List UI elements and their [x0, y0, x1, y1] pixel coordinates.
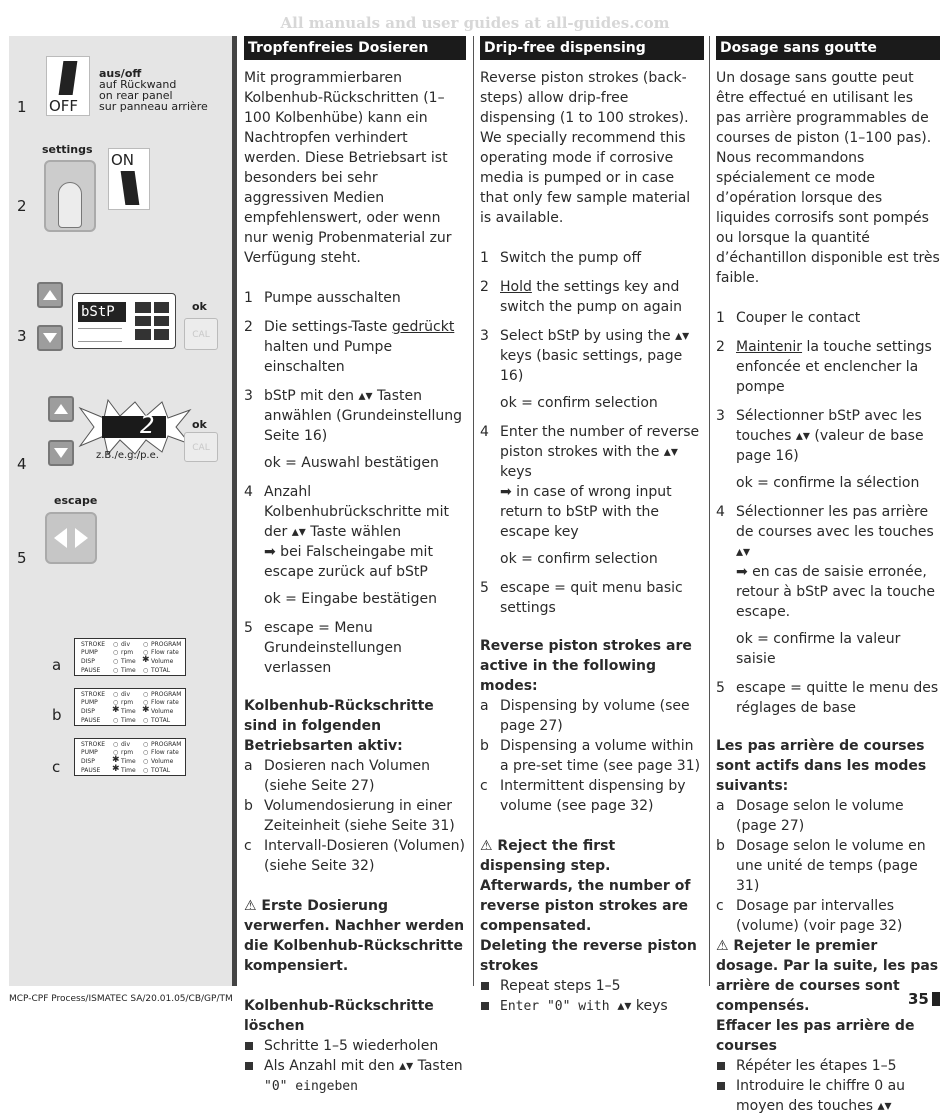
warning-text: ⚠ Reject the first dispensing step. Afterwards, the number of reverse piston strokes are compensated.	[480, 838, 691, 934]
english-column	[480, 36, 704, 1017]
ok-note: ok = confirm selection	[500, 551, 658, 567]
down-arrow-key-icon	[37, 325, 63, 351]
pump-panel-icon	[72, 293, 176, 349]
steps-list	[716, 308, 940, 466]
list-item: a Dosieren nach Volumen (siehe Seite 27)	[244, 758, 430, 794]
modes-heading: Les pas arrière de courses sont actifs dans les modes suivants:	[716, 738, 927, 794]
intro-text: Un dosage sans goutte peut être effectué en utilisant les pas arrière programmables de courses de piston (1–100 pas). Nous recommandons spécialement ce mode d’opération lorsque des liquides corrosifs sont pompés ou lorsque la quantité d’échantillon disponible est très faible.	[716, 70, 940, 286]
mode-letter-a: a	[52, 656, 62, 674]
list-item: 4 Sélectionner les pas arrière de courses avec les touches ▴▾ ➡ en cas de saisie erronée, retour à bStP avec la touche escape.	[716, 504, 936, 620]
lcd-display: bStP	[78, 302, 126, 322]
escape-caption: escape	[54, 494, 98, 507]
steps-list	[244, 288, 466, 446]
modes-list	[244, 756, 466, 876]
list-item: b Dosage selon le volume en une unité de temps (page 31)	[716, 838, 926, 894]
switch-caption: aus/off auf Rückwand on rear panel sur panneau arrière	[99, 67, 208, 113]
list-item: c Dosage par intervalles (volume) (voir page 32)	[716, 898, 903, 934]
list-item: a Dosage selon le volume (page 27)	[716, 798, 904, 834]
delete-heading: Kolbenhub-Rückschritte löschen	[244, 998, 434, 1034]
delete-heading: Deleting the reverse piston strokes	[480, 938, 697, 974]
cal-key-icon: CAL	[184, 432, 218, 462]
digit-value: 2	[140, 411, 155, 439]
list-item: 5 escape = quit menu basic settings	[480, 580, 683, 616]
list-item: 5 escape = quitte le menu des réglages de base	[716, 680, 939, 716]
bullet-item: Als Anzahl mit den ▴▾ Tasten "0" eingeben	[244, 1056, 466, 1097]
steps-list	[716, 502, 940, 622]
list-item: c Intermittent dispensing by volume (see page 32)	[480, 778, 686, 814]
cal-key-icon: CAL	[184, 318, 218, 350]
ok-note: ok = Eingabe bestätigen	[264, 591, 437, 607]
mode-indicator-a: STROKE PUMP DISP PAUSE ○ div ○ rpm ○ Time ○ Time ○ PROGRAM ○ Flow rate ✱ Volume ○ TOTAL	[74, 638, 186, 676]
list-item: 2 Hold the settings key and switch the pump on again	[480, 279, 682, 315]
digit-display-burst-icon	[80, 400, 190, 454]
power-switch-off-icon: OFF	[46, 56, 90, 116]
page-number: 35	[908, 990, 940, 1008]
ok-note: ok = confirme la sélection	[736, 475, 920, 491]
example-caption: z.B./e.g./p.e.	[96, 450, 159, 461]
steps-list	[244, 618, 466, 678]
french-column	[716, 36, 940, 1116]
settings-key-press-icon	[44, 160, 96, 232]
modes-heading: Kolbenhub-Rückschritte sind in folgenden Betriebsarten aktiv:	[244, 698, 434, 754]
step-number-2: 2	[17, 197, 27, 215]
ok-note: ok = confirm selection	[500, 395, 658, 411]
list-item: c Intervall-Dosieren (Volumen) (siehe Seite 32)	[244, 838, 465, 874]
mode-indicator-b: STROKE PUMP DISP PAUSE ○ div ○ rpm ✱ Time ○ Time ○ PROGRAM ○ Flow rate ✱ Volume ○ TOTAL	[74, 688, 186, 726]
mode-indicator-c: STROKE PUMP DISP PAUSE ○ div ○ rpm ✱ Time ✱ Time ○ PROGRAM ○ Flow rate ○ Volume ○ TOTAL	[74, 738, 186, 776]
list-item: 4 Anzahl Kolbenhubrückschritte mit der ▴▾ Taste wählen ➡ bei Falscheingabe mit escape zurück auf bStP	[244, 484, 449, 580]
ok-note: ok = Auswahl bestätigen	[264, 455, 439, 471]
column-separator	[473, 36, 474, 986]
list-item: 3 bStP mit den ▴▾ Tasten anwählen (Grundeinstellung Seite 16)	[244, 388, 463, 444]
list-item: 1 Couper le contact	[716, 310, 861, 326]
bullet-item: Répéter les étapes 1–5	[716, 1056, 940, 1076]
column-divider	[232, 36, 237, 986]
intro-text: Reverse piston strokes (back-steps) allow drip-free dispensing (1 to 100 strokes). We specially recommend this operating mode if corrosive media is pumped or in case that only few sample material is available.	[480, 70, 691, 226]
steps-list	[480, 248, 704, 386]
ok-caption: ok	[192, 300, 207, 313]
mode-letter-b: b	[52, 706, 62, 724]
ok-note: ok = confirme la valeur saisie	[736, 631, 901, 667]
steps-list	[480, 422, 704, 542]
intro-text: Mit programmierbaren Kolbenhub-Rückschritten (1–100 Kolbenhübe) kann ein Nachtropfen verhindert werden. Diese Betriebsart ist besonders bei sehr aggressiven Medien empfehlenswert, oder wenn nur wenig Probenmaterial zur Verfügung steht.	[244, 70, 452, 266]
step-number-4: 4	[17, 455, 27, 473]
warning-text: ⚠ Erste Dosierung verwerfen. Nachher werden die Kolbenhub-Rückschritte kompensiert.	[244, 898, 465, 974]
up-arrow-key-icon	[37, 282, 63, 308]
modes-heading: Reverse piston strokes are active in the following modes:	[480, 638, 692, 694]
mode-letter-c: c	[52, 758, 61, 776]
list-item: 1 Pumpe ausschalten	[244, 290, 401, 306]
ok-caption: ok	[192, 418, 207, 431]
modes-list	[480, 696, 704, 816]
list-item: 2 Maintenir la touche settings enfoncée et enclencher la pompe	[716, 339, 932, 395]
warning-text: ⚠ Rejeter le premier dosage. Par la suite, les pas arrière de courses sont compensés.	[716, 938, 939, 1014]
steps-list	[480, 578, 704, 618]
up-arrow-key-icon	[48, 396, 74, 422]
step-number-3: 3	[17, 327, 27, 345]
watermark: All manuals and user guides at all-guides.com	[280, 14, 670, 32]
delete-heading: Effacer les pas arrière de courses	[716, 1018, 915, 1054]
bullet-item: Enter "0" with ▴▾ keys	[480, 996, 704, 1017]
list-item: 1 Switch the pump off	[480, 250, 642, 266]
german-column	[244, 36, 466, 1097]
list-item: 2 Die settings-Taste gedrückt halten und Pumpe einschalten	[244, 319, 455, 375]
bullet-item: Schritte 1–5 wiederholen	[244, 1036, 466, 1056]
settings-caption: settings	[42, 143, 93, 156]
list-item: 3 Select bStP by using the ▴▾ keys (basic settings, page 16)	[480, 328, 690, 384]
list-item: 3 Sélectionner bStP avec les touches ▴▾ (valeur de base page 16)	[716, 408, 924, 464]
list-item: 5 escape = Menu Grundeinstellungen verlassen	[244, 620, 402, 676]
column-separator	[709, 36, 710, 986]
section-title: Dosage sans goutte	[716, 36, 940, 60]
section-title: Tropfenfreies Dosieren	[244, 36, 466, 60]
step-number-1: 1	[17, 98, 27, 116]
power-switch-on-icon: ON	[108, 148, 150, 210]
list-item: a Dispensing by volume (see page 27)	[480, 698, 690, 734]
list-item: b Volumendosierung in einer Zeiteinheit (siehe Seite 31)	[244, 798, 455, 834]
step-number-5: 5	[17, 549, 27, 567]
bullet-item: Repeat steps 1–5	[480, 976, 704, 996]
escape-key-icon	[45, 512, 97, 564]
down-arrow-key-icon	[48, 440, 74, 466]
bullet-item: Introduire le chiffre 0 au moyen des touches ▴▾	[716, 1076, 940, 1116]
modes-list	[716, 796, 940, 936]
list-item: b Dispensing a volume within a pre-set time (see page 31)	[480, 738, 701, 774]
steps-list	[716, 678, 940, 718]
steps-list	[244, 482, 466, 582]
footer-reference: MCP-CPF Process/ISMATEC SA/20.01.05/CB/GP/TM	[9, 994, 233, 1004]
section-title: Drip-free dispensing	[480, 36, 704, 60]
list-item: 4 Enter the number of reverse piston strokes with the ▴▾ keys ➡ in case of wrong input return to bStP with the escape key	[480, 424, 700, 540]
